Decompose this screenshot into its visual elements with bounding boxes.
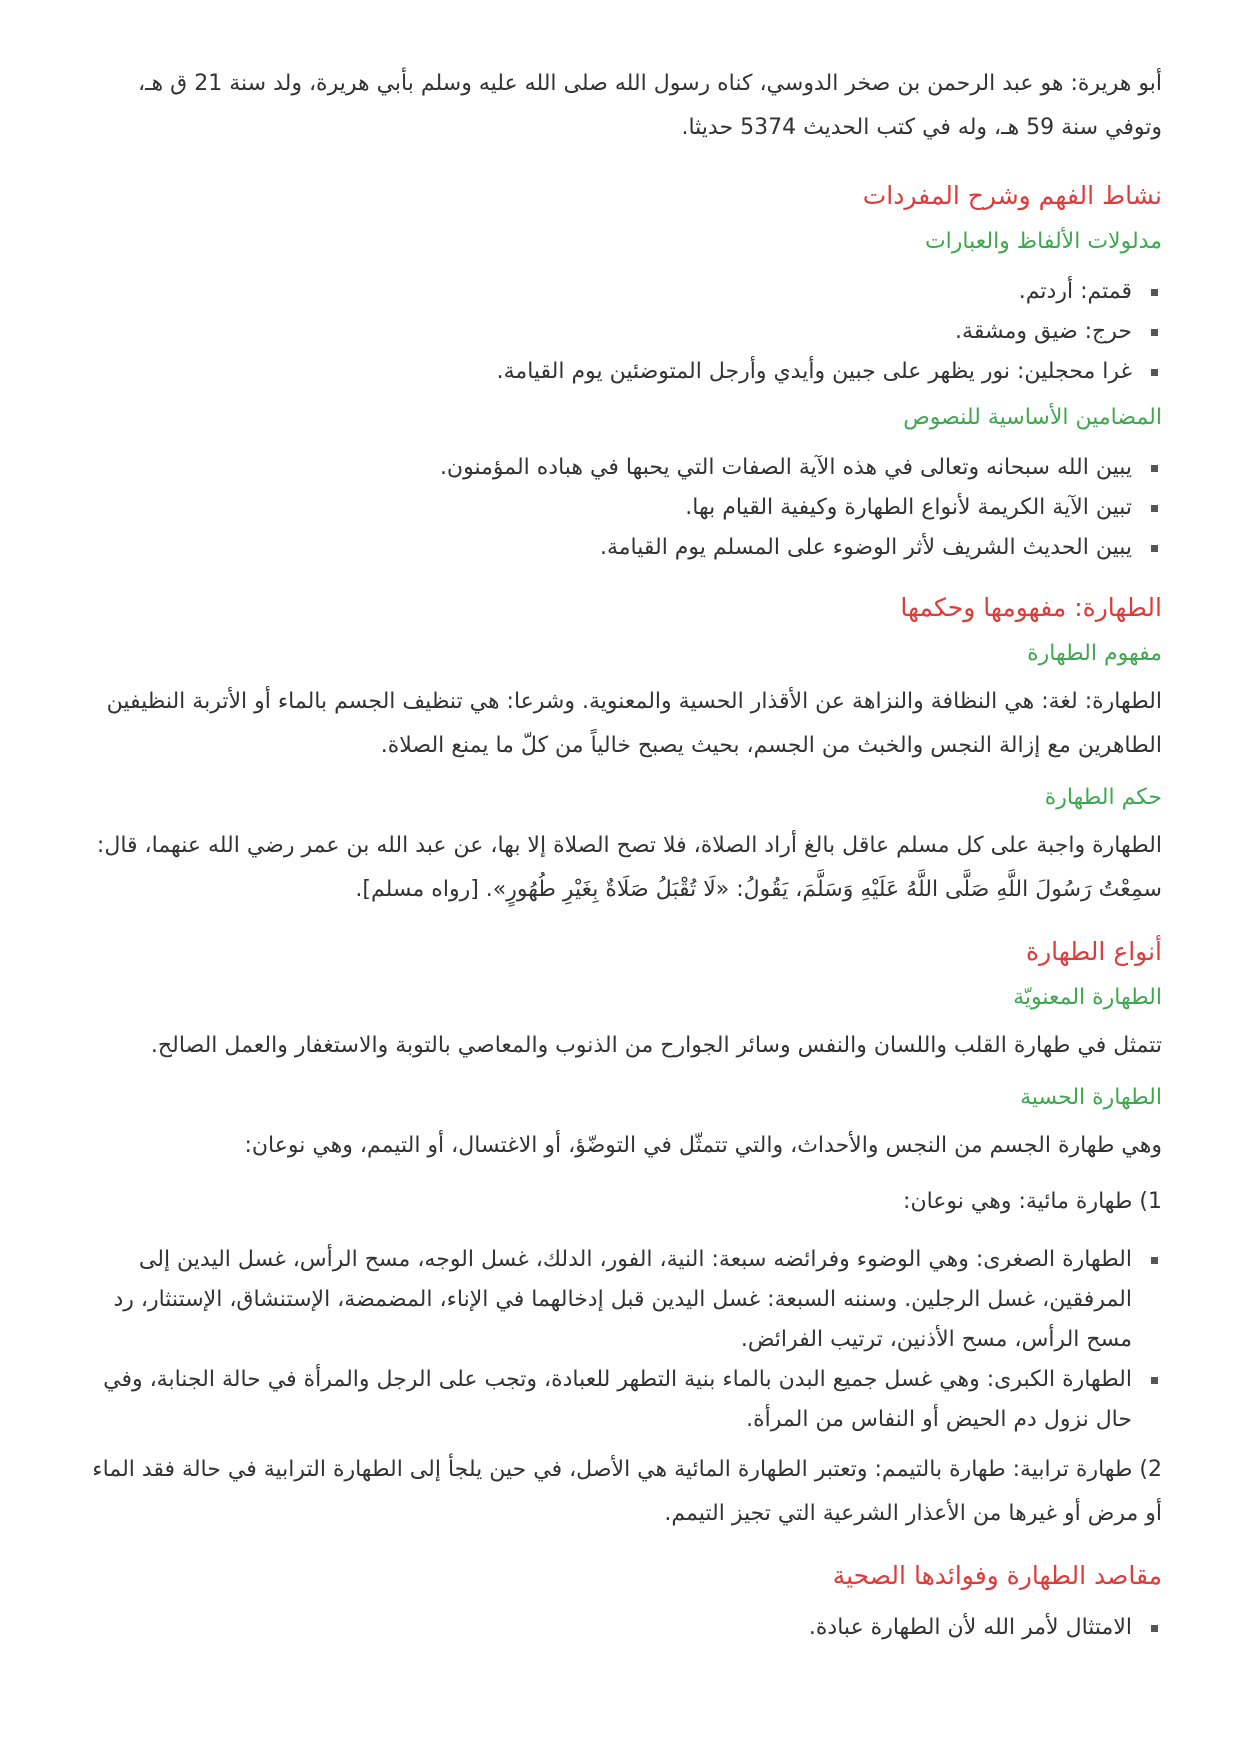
concept-paragraph: الطهارة: لغة: هي النظافة والنزاهة عن الأقذار الحسية والمعنوية. وشرعا: هي تنظيف الجسم بالماء أو الأتربة النظيفين الطاهرين مع إزالة النجس والخبث من الجسم، بحيث يصبح خالياً من كلّ ما يمنع الصلاة.: [106, 689, 1162, 758]
list-item: [80, 1240, 1162, 1360]
abu-hurayra-bio: أبو هريرة: هو عبد الرحمن بن صخر الدوسي، كناه رسول الله صلى الله عليه وسلم بأبي هريرة، ولد سنة 21 ق هـ، وتوفي سنة 59 هـ، وله في كتب الحديث 5374 حديثا.: [138, 71, 1162, 140]
list-item-text: يبين الحديث الشريف لأثر الوضوء على المسلم يوم القيامة.: [599, 535, 1132, 560]
subsection-title-themes: المضامين الأساسية للنصوص: [903, 405, 1162, 430]
list-item: [80, 448, 1162, 488]
bullet-icon: [1151, 1625, 1158, 1632]
earth-purity-paragraph: 2) طهارة ترابية: طهارة بالتيمم: وتعتبر الطهارة المائية هي الأصل، في حين يلجأ إلى الطهارة الترابية في حالة فقد الماء أو مرض أو غيرها من الأعذار الشرعية التي تجيز التيمم.: [92, 1457, 1162, 1526]
subsection-title-moral: الطهارة المعنويّة: [1013, 985, 1162, 1010]
themes-list: [80, 448, 1162, 568]
bullet-icon: [1151, 545, 1158, 552]
subsection-title-concept: مفهوم الطهارة: [1027, 641, 1162, 666]
bullet-icon: [1151, 1377, 1158, 1384]
ruling-paragraph: الطهارة واجبة على كل مسلم عاقل بالغ أراد الصلاة، فلا تصح الصلاة إلا بها، عن عبد الله بن عمر رضي الله عنهما، قال: سمِعْتُ رَسُولَ اللَّهِ صَلَّى اللَّهُ عَلَيْهِ وَسَلَّمَ، يَقُولُ: «لَا تُقْبَلُ صَلَاةٌ بِغَيْرِ طُهُورٍ». [رواه مسلم].: [96, 833, 1162, 902]
section-title-purposes: مقاصد الطهارة وفوائدها الصحية: [832, 1561, 1162, 1590]
bullet-icon: [1151, 289, 1158, 296]
vocabulary-list: [80, 272, 1162, 392]
bullet-icon: [1151, 1257, 1158, 1264]
list-item-text: الامتثال لأمر الله لأن الطهارة عبادة.: [808, 1615, 1132, 1640]
list-item-text: الطهارة الصغرى: وهي الوضوء وفرائضه سبعة: النية، الفور، الدلك، غسل الوجه، مسح الرأس، غسل اليدين إلى المرفقين، غسل الرجلين. وسننه السبعة: غسل اليدين قبل إدخالهما في الإناء، المضمضة، الإستنشاق، الإستنثار، رد مسح الرأس، مسح الأذنين، ترتيب الفرائض.: [113, 1247, 1132, 1352]
subsection-title-ruling: حكم الطهارة: [1044, 785, 1162, 810]
bullet-icon: [1151, 329, 1158, 336]
list-item: [80, 1608, 1162, 1648]
moral-paragraph: تتمثل في طهارة القلب واللسان والنفس وسائر الجوارح من الذنوب والمعاصي بالتوبة والاستغفار والعمل الصالح.: [150, 1033, 1162, 1058]
subsection-title-vocabulary: مدلولات الألفاظ والعبارات: [924, 229, 1162, 254]
subsection-title-physical: الطهارة الحسية: [1020, 1085, 1162, 1110]
list-item-text: تبين الآية الكريمة لأنواع الطهارة وكيفية القيام بها.: [685, 495, 1132, 520]
bullet-icon: [1151, 465, 1158, 472]
water-purity-heading: 1) طهارة مائية: وهي نوعان:: [903, 1189, 1162, 1214]
section-title-types: أنواع الطهارة: [1025, 937, 1162, 966]
list-item-text: حرج: ضيق ومشقة.: [955, 319, 1132, 344]
list-item: [80, 1360, 1162, 1440]
bullet-icon: [1151, 505, 1158, 512]
list-item: [80, 312, 1162, 352]
physical-paragraph: وهي طهارة الجسم من النجس والأحداث، والتي تتمثّل في التوضّؤ، أو الاغتسال، أو التيمم، وهي نوعان:: [244, 1133, 1162, 1158]
bullet-icon: [1151, 369, 1158, 376]
list-item-text: قمتم: أردتم.: [1018, 279, 1132, 304]
list-item-text: الطهارة الكبرى: وهي غسل جميع البدن بالماء بنية التطهر للعبادة، وتجب على الرجل والمرأة في حالة الجنابة، وفي حال نزول دم الحيض أو النفاس من المرأة.: [103, 1367, 1132, 1432]
section-title-purity: الطهارة: مفهومها وحكمها: [900, 593, 1162, 622]
list-item-text: غرا محجلين: نور يظهر على جبين وأيدي وأرجل المتوضئين يوم القيامة.: [496, 359, 1132, 384]
list-item: [80, 352, 1162, 392]
water-purity-list: [80, 1240, 1162, 1440]
section-title-comprehension: نشاط الفهم وشرح المفردات: [862, 181, 1162, 210]
list-item-text: يبين الله سبحانه وتعالى في هذه الآية الصفات التي يحبها في هباده المؤمنون.: [439, 455, 1132, 480]
list-item: [80, 488, 1162, 528]
list-item: [80, 528, 1162, 568]
list-item: [80, 272, 1162, 312]
purposes-list: [80, 1608, 1162, 1648]
